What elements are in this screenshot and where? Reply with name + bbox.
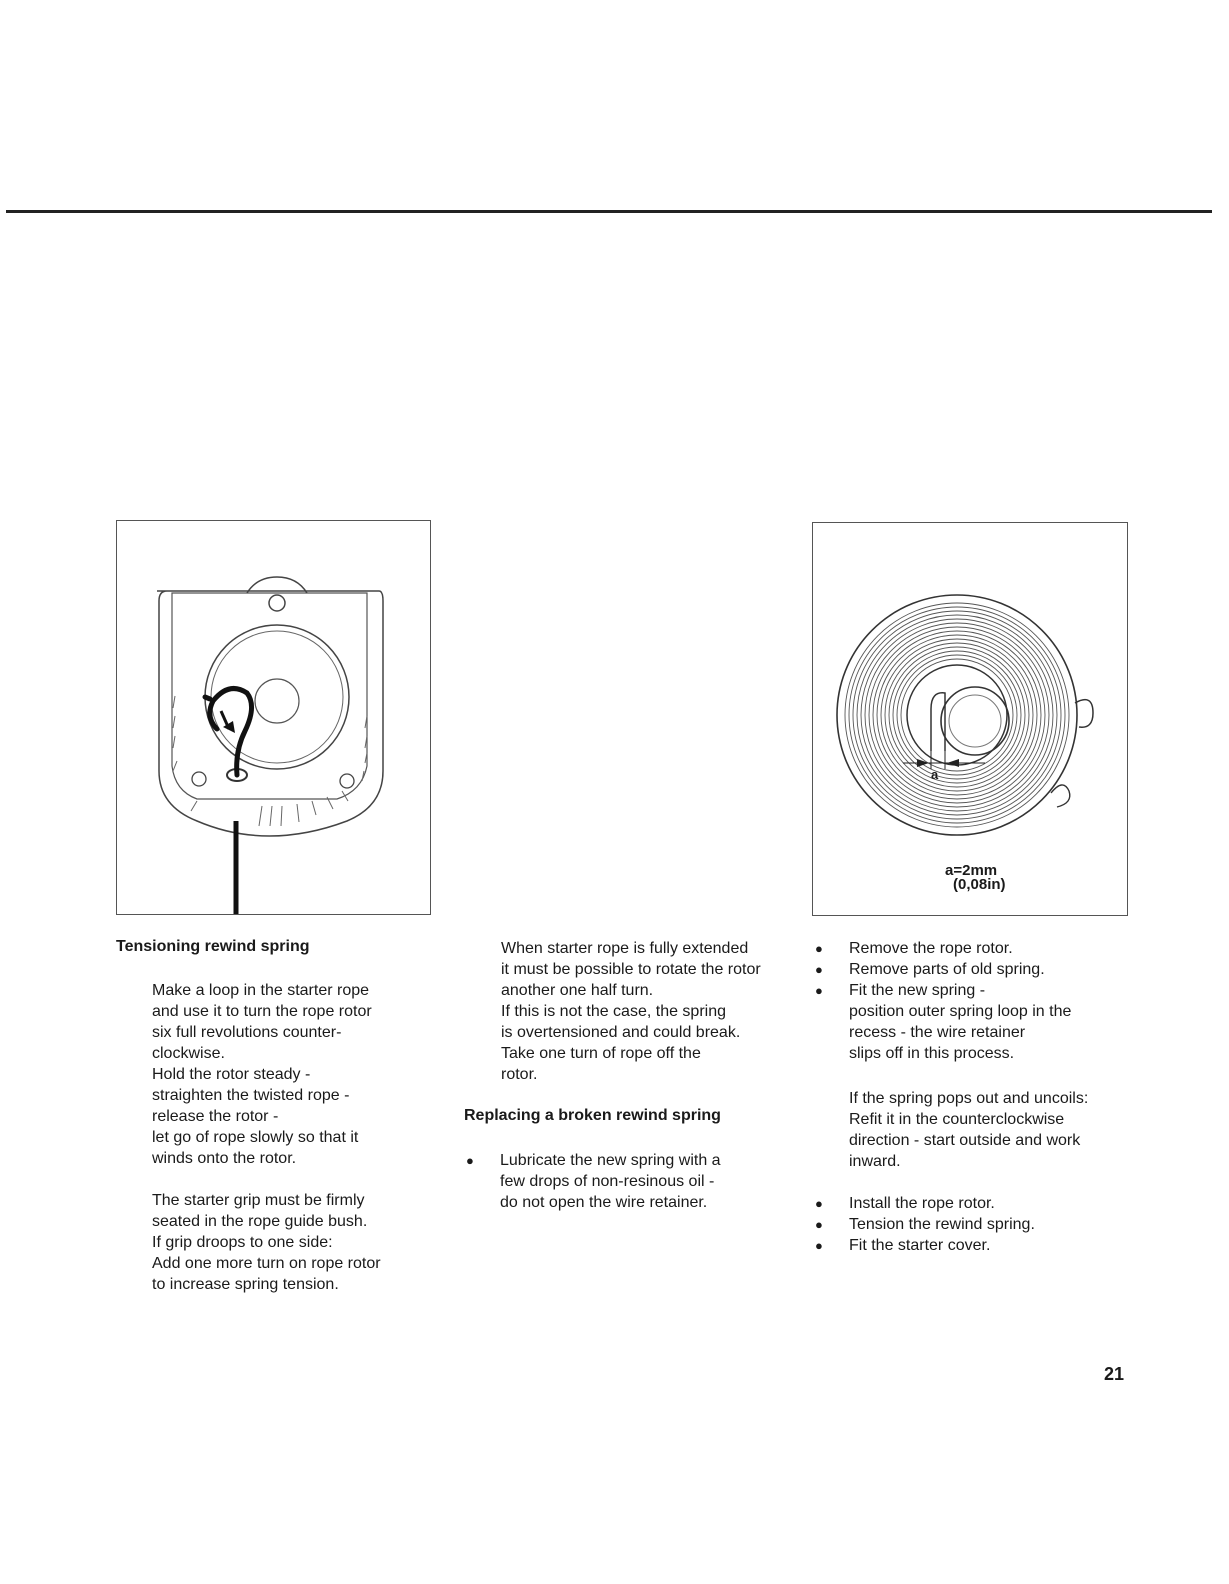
dimension-text-in: (0,08in) (953, 876, 1006, 893)
paragraph-make-loop (152, 980, 372, 1169)
list-item: ● Fit the new spring - position outer spring loop in the recess - the wire retainer slips off in this process. (849, 980, 1071, 1064)
heading-tensioning-rewind-spring: Tensioning rewind spring (116, 938, 310, 955)
bullet-list-remove-rotor (849, 938, 1071, 1064)
top-rule (6, 210, 1212, 213)
figure-tensioning (116, 520, 431, 915)
list-item: ● Fit the starter cover. (849, 1235, 1035, 1256)
page-number: 21 (1104, 1364, 1125, 1384)
dimension-text-mm: a=2mm (945, 862, 998, 879)
list-item: ● Remove parts of old spring. (849, 959, 1071, 980)
bullet-list-lubricate (500, 1150, 721, 1213)
paragraph-text: If the spring pops out and uncoils: Refit it in the counterclockwise direction - start outside and work inward. (849, 1090, 1089, 1170)
mounting-hole (269, 595, 285, 611)
list-item: ● Remove the rope rotor. (849, 938, 1071, 959)
bullet-list-install-rotor (849, 1193, 1035, 1256)
screw-hole-right (340, 774, 354, 788)
housing-ribs (173, 696, 367, 826)
rope-loop-end (205, 697, 210, 699)
heading-replacing-broken-spring: Replacing a broken rewind spring (464, 1107, 721, 1124)
paragraph-spring-pops-out (849, 1088, 1088, 1172)
rotor-ring (211, 631, 343, 763)
paragraph-text: When starter rope is fully extended it must be possible to rotate the rotor another one half turn. If this is not the case, the spring is overtensioned and could break. Take one turn of rope off the rotor. (501, 940, 761, 1083)
list-item: ● Tension the rewind spring. (849, 1214, 1035, 1235)
screw-hole-left (192, 772, 206, 786)
list-item: ● Lubricate the new spring with a few drops of non-resinous oil - do not open the wire retainer. (500, 1150, 721, 1213)
label-a: a (931, 767, 939, 782)
paragraph-text: The starter grip must be firmly seated in the rope guide bush. If grip droops to one side: Add one more turn on rope rotor to increase spring tension. (152, 1192, 381, 1293)
starter-rope-rotor-diagram (117, 521, 430, 914)
wire-retainer (1051, 785, 1070, 807)
list-item: ● Install the rope rotor. (849, 1193, 1035, 1214)
paragraph-starter-grip (152, 1190, 381, 1295)
rewind-spring-diagram (813, 523, 1127, 915)
paragraph-text: Make a loop in the starter rope and use it to turn the rope rotor six full revolutions counter- clockwise. Hold the rotor steady - straighten the twisted rope - release the rotor - let go of rope slowly so that it winds onto the rotor. (152, 982, 372, 1167)
figure-rewind-spring (812, 522, 1128, 916)
dimension-arrow-left (917, 759, 929, 767)
rotor-outer (205, 625, 349, 769)
rotor-hub (255, 679, 299, 723)
paragraph-rope-extended (501, 938, 761, 1085)
